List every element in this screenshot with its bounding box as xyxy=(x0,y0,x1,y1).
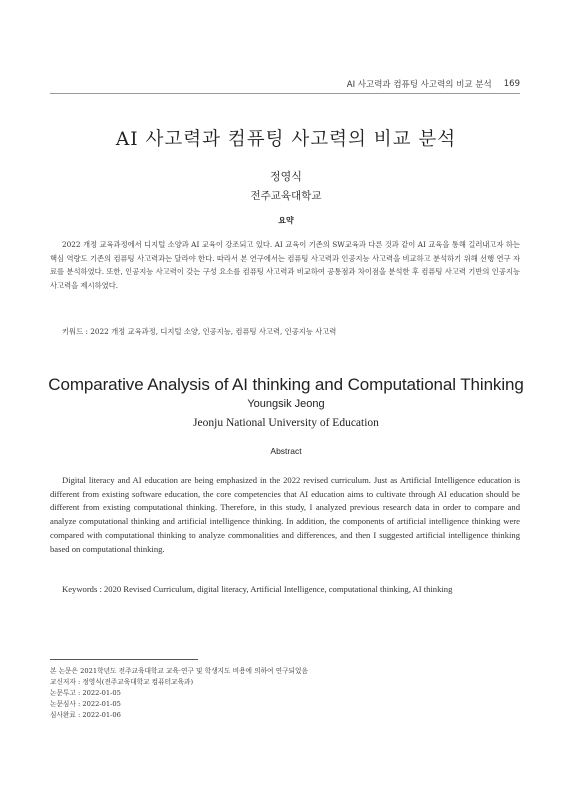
footnote-received: 논문투고 : 2022-01-05 xyxy=(50,689,121,697)
korean-keywords: 키워드 : 2022 개정 교육과정, 디지털 소양, 인공지능, 컴퓨팅 사고력, 인공지능 사고력 xyxy=(62,327,337,336)
footnote-funding: 본 논문은 2021학년도 전주교육대학교 교육·연구 및 학생지도 비용에 의하여 연구되었음 xyxy=(50,667,308,675)
korean-author: 정영식 xyxy=(270,170,302,183)
korean-title: AI 사고력과 컴퓨팅 사고력의 비교 분석 xyxy=(115,129,457,150)
footnote-corresponding-author: 교신저자 : 정영식(전주교육대학교 컴퓨터교육과) xyxy=(50,678,194,686)
page-number: 169 xyxy=(503,79,520,89)
english-author: Youngsik Jeong xyxy=(247,398,325,410)
english-abstract: Digital literacy and AI education are being emphasized in the 2022 revised curriculum. Just as Artificial Intelligence education is different from existing software education, the core competencies that AI education aims to cultivate through AI education should be different from existing computational thinking. Therefore, in this study, I analyzed previous research data in order to compare and analyze computational thinking and artificial intelligence thinking. In addition, the components of artificial intelligence thinking were compared with computational thinking to analyze commonalities and differences, and then I suggested artificial intelligence thinking based on computational thinking. xyxy=(50,475,520,554)
korean-affiliation: 전주교육대학교 xyxy=(250,190,322,202)
english-title: Comparative Analysis of AI thinking and Computational Thinking xyxy=(48,375,524,394)
running-title: AI 사고력과 컴퓨팅 사고력의 비교 분석 xyxy=(346,80,492,90)
footnote-accepted: 심사완료 : 2022-01-06 xyxy=(50,711,121,719)
footnotes xyxy=(50,666,520,721)
korean-abstract-heading: 요약 xyxy=(278,216,294,225)
footnote-reviewed: 논문심사 : 2022-01-05 xyxy=(50,700,121,708)
header-divider xyxy=(50,93,520,94)
english-keywords: Keywords : 2020 Revised Curriculum, digital literacy, Artificial Intelligence, computational thinking, AI thinking xyxy=(62,584,453,594)
korean-abstract: 2022 개정 교육과정에서 디지털 소양과 AI 교육이 강조되고 있다. AI 교육이 기존의 SW교육과 다른 것과 같이 AI 교육을 통해 길러내고자 하는 핵심 역량도 기존의 컴퓨팅 사고력과는 달라야 한다. 따라서 본 연구에서는 컴퓨팅 사고력과 인공지능 사고력을 비교하고 분석하기 위해 선행 연구 자료를 분석하였다. 또한, 인공지능 사고력이 갖는 구성 요소를 컴퓨팅 사고력과 비교하여 공통점과 차이점을 분석한 후 컴퓨팅 사고력 기반의 인공지능 사고력을 제시하였다. xyxy=(50,240,520,290)
footnote-divider xyxy=(50,659,198,660)
running-header xyxy=(50,76,520,92)
english-abstract-heading: Abstract xyxy=(270,446,302,456)
english-affiliation: Jeonju National University of Education xyxy=(193,417,379,429)
